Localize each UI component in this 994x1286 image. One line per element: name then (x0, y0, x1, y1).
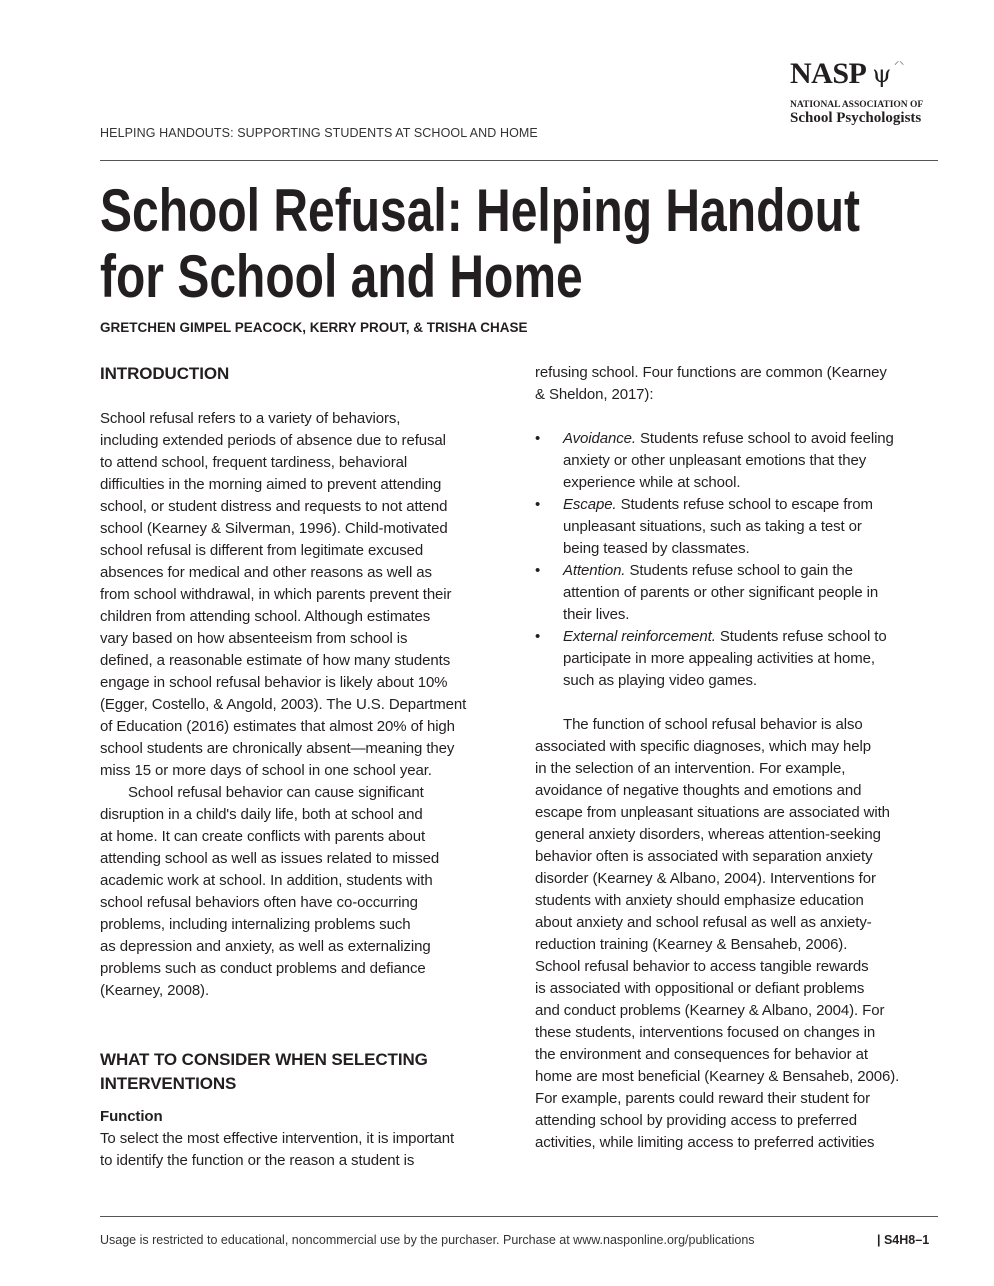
text-line: To select the most effective intervention, it is important (100, 1130, 455, 1147)
bullet-text: Students refuse school to gain the (625, 562, 853, 579)
text-line: students with anxiety should emphasize education (535, 892, 864, 909)
text-line: School refusal behavior can cause significant (128, 784, 424, 801)
function-paragraph (100, 1128, 510, 1172)
text-line: attending school by providing access to preferred (535, 1112, 857, 1129)
text-line: behavior often is associated with separation anxiety (535, 848, 873, 865)
diagnosis-paragraph (535, 714, 945, 1154)
leaves-icon: ⸝⸜ (894, 56, 905, 67)
intro-paragraph-2 (100, 782, 510, 1002)
heading-line: WHAT TO CONSIDER WHEN SELECTING (100, 1050, 428, 1069)
text-line: from school withdrawal, in which parents prevent their (100, 586, 452, 603)
logo-name: NASP (790, 57, 867, 90)
bullet-icon: • (535, 496, 541, 513)
bullet-term: Attention. (563, 562, 626, 579)
page-number: | S4H8–1 (877, 1233, 930, 1247)
text-line: School refusal behavior to access tangible rewards (535, 958, 869, 975)
text-line: being teased by classmates. (563, 540, 750, 557)
text-line: children from attending school. Although estimates (100, 608, 431, 625)
text-line: attending school as well as issues related to missed (100, 850, 440, 867)
text-line: and conduct problems (Kearney & Albano, 2004). For (535, 1002, 885, 1019)
text-line (563, 626, 945, 648)
bullet-icon: • (535, 628, 541, 645)
text-line: (Egger, Costello, & Angold, 2003). The U.S. Department (100, 696, 467, 713)
bullet-icon: • (535, 430, 541, 447)
footer-divider (100, 1216, 938, 1217)
title-line: School Refusal: Helping Handout (100, 177, 861, 244)
text-line: about anxiety and school refusal as well as anxiety- (535, 914, 872, 931)
text-line: refusing school. Four functions are common (Kearney (535, 364, 887, 381)
text-line: their lives. (563, 606, 630, 623)
text-line: engage in school refusal behavior is likely about 10% (100, 674, 448, 691)
text-line: attention of parents or other significant people in (563, 584, 879, 601)
text-line: (Kearney, 2008). (100, 982, 210, 999)
text-line: school students are chronically absent—meaning they (100, 740, 455, 757)
text-line: School refusal refers to a variety of behaviors, (100, 410, 401, 427)
nasp-logo (790, 56, 960, 127)
page-title (100, 178, 860, 310)
text-line: participate in more appealing activities at home, (563, 650, 875, 667)
bullet-item (535, 428, 945, 494)
text-line: anxiety or other unpleasant emotions that they (563, 452, 867, 469)
text-line: including extended periods of absence due to refusal (100, 432, 446, 449)
text-line: these students, interventions focused on changes in (535, 1024, 876, 1041)
text-line: to identify the function or the reason a student is (100, 1152, 415, 1169)
text-line: reduction training (Kearney & Bensaheb, 2006). (535, 936, 848, 953)
text-line: of Education (2016) estimates that almost 20% of high (100, 718, 455, 735)
bullet-item (535, 494, 945, 560)
text-line: For example, parents could reward their student for (535, 1090, 871, 1107)
text-line: to attend school, frequent tardiness, behavioral (100, 454, 408, 471)
text-line: & Sheldon, 2017): (535, 386, 654, 403)
text-line: school (Kearney & Silverman, 1996). Child-motivated (100, 520, 448, 537)
intro-heading: INTRODUCTION (100, 364, 230, 383)
text-line: avoidance of negative thoughts and emotions and (535, 782, 862, 799)
text-line: vary based on how absenteeism from school is (100, 630, 408, 647)
usage-notice: Usage is restricted to educational, noncommercial use by the purchaser. Purchase at www.nasponline.org/publications (100, 1233, 755, 1247)
left-column (100, 362, 510, 1172)
bullet-item (535, 560, 945, 626)
text-line: the environment and consequences for behavior at (535, 1046, 868, 1063)
right-column (535, 362, 945, 1154)
text-line: activities, while limiting access to preferred activities (535, 1134, 875, 1151)
text-line: disorder (Kearney & Albano, 2004). Interventions for (535, 870, 876, 887)
bullet-text: Students refuse school to (715, 628, 887, 645)
text-line: school refusal is different from legitimate excused (100, 542, 424, 559)
bullet-text: Students refuse school to avoid feeling (635, 430, 894, 447)
function-bullets (535, 428, 945, 692)
text-line: as depression and anxiety, as well as externalizing (100, 938, 431, 955)
text-line: absences for medical and other reasons as well as (100, 564, 432, 581)
text-line: escape from unpleasant situations are associated with (535, 804, 890, 821)
authors: GRETCHEN GIMPEL PEACOCK, KERRY PROUT, & TRISHA CHASE (100, 320, 528, 335)
logo-line1: NATIONAL ASSOCIATION OF (790, 100, 924, 110)
bullet-term: Avoidance. (563, 430, 636, 447)
function-subheading: Function (100, 1108, 163, 1125)
text-line: The function of school refusal behavior is also (563, 716, 863, 733)
text-line: experience while at school. (563, 474, 741, 491)
text-line: associated with specific diagnoses, which may help (535, 738, 872, 755)
text-line: problems, including internalizing problems such (100, 916, 411, 933)
text-line: miss 15 or more days of school in one school year. (100, 762, 432, 779)
bullet-icon: • (535, 562, 541, 579)
text-line: academic work at school. In addition, students with (100, 872, 433, 889)
text-line: general anxiety disorders, whereas attention-seeking (535, 826, 881, 843)
logo-line2: School Psychologists (790, 110, 922, 126)
text-line: school, or student distress and requests to not attend (100, 498, 448, 515)
intro-paragraph-1 (100, 408, 510, 782)
text-line: at home. It can create conflicts with parents about (100, 828, 426, 845)
header-divider (100, 160, 938, 161)
bullet-term: External reinforcement. (563, 628, 716, 645)
psi-icon: ψ (872, 60, 892, 88)
text-line (563, 494, 945, 516)
text-line: in the selection of an intervention. For example, (535, 760, 846, 777)
functions-intro (535, 362, 945, 406)
text-line (563, 428, 945, 450)
text-line: is associated with oppositional or defiant problems (535, 980, 865, 997)
consider-heading (100, 1048, 510, 1096)
bullet-text: Students refuse school to escape from (616, 496, 873, 513)
series-header: HELPING HANDOUTS: SUPPORTING STUDENTS AT SCHOOL AND HOME (100, 126, 538, 140)
text-line: home are most beneficial (Kearney & Bensaheb, 2006). (535, 1068, 900, 1085)
bullet-term: Escape. (563, 496, 617, 513)
text-line: difficulties in the morning aimed to prevent attending (100, 476, 442, 493)
text-line: such as playing video games. (563, 672, 757, 689)
bullet-item (535, 626, 945, 692)
title-line: for School and Home (100, 243, 583, 310)
heading-line: INTERVENTIONS (100, 1074, 237, 1093)
text-line: unpleasant situations, such as taking a test or (563, 518, 862, 535)
text-line: defined, a reasonable estimate of how many students (100, 652, 451, 669)
text-line: disruption in a child's daily life, both at school and (100, 806, 423, 823)
text-line: problems such as conduct problems and defiance (100, 960, 426, 977)
text-line: school refusal behaviors often have co-occurring (100, 894, 418, 911)
text-line (563, 560, 945, 582)
